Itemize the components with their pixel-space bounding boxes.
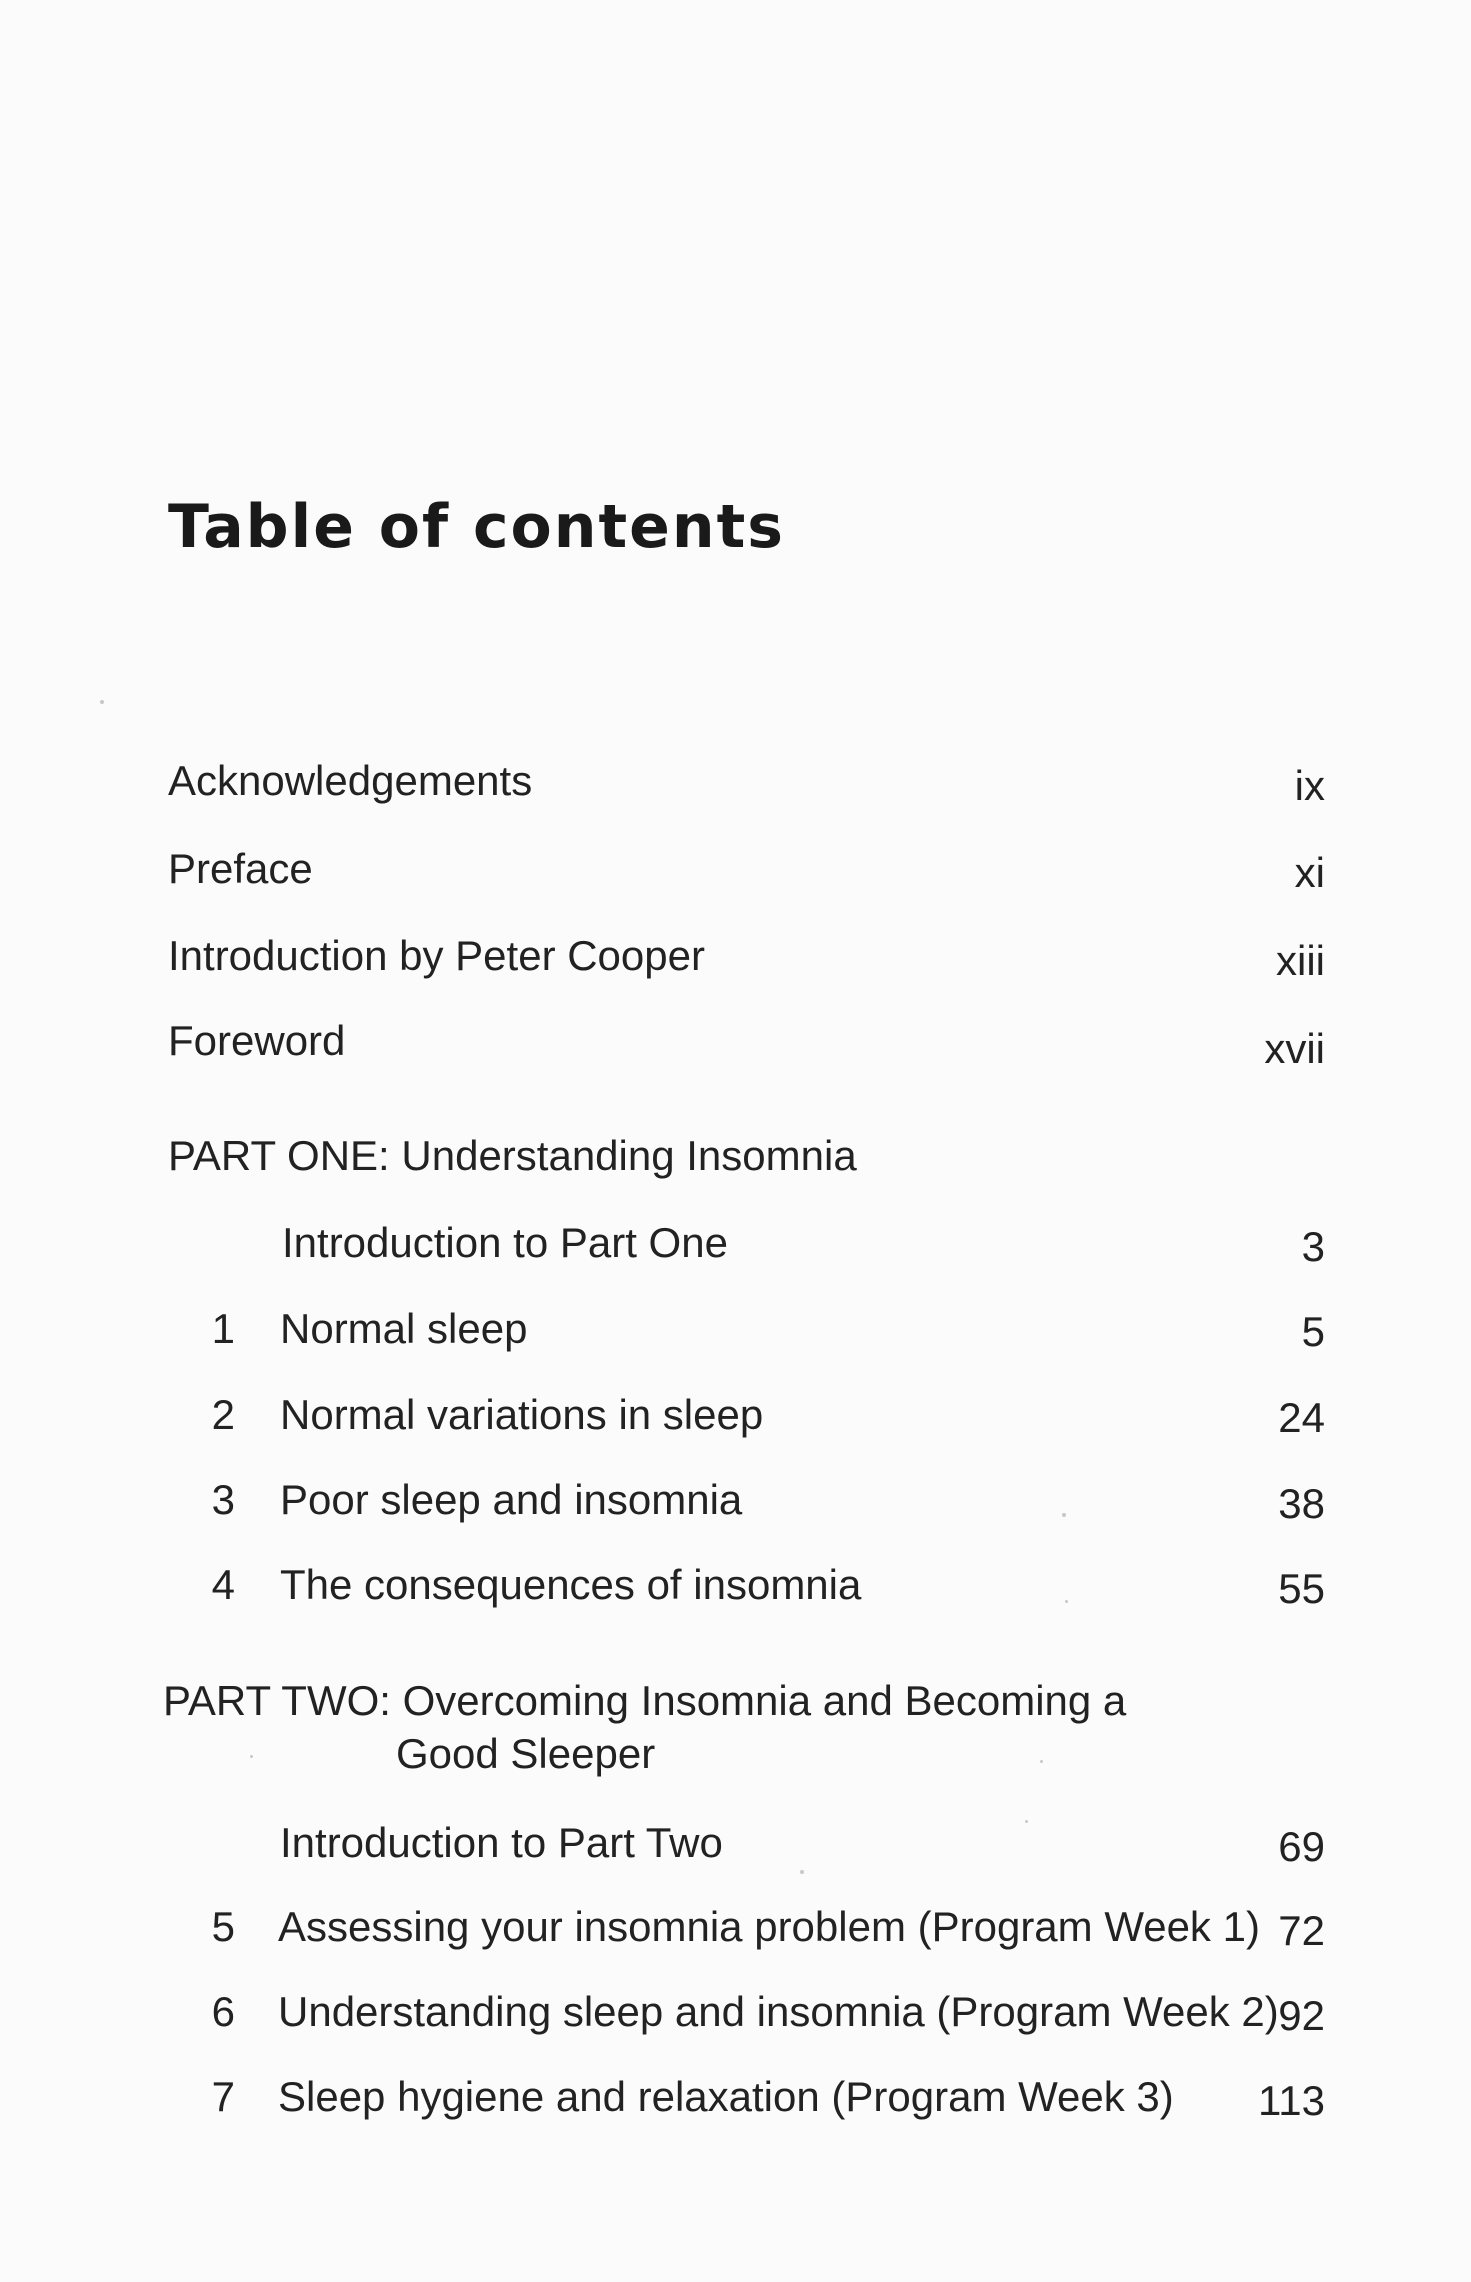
page-title: Table of contents	[168, 492, 785, 562]
toc-entry-page: xvii	[1264, 1025, 1325, 1072]
part-one-intro-page: 3	[1301, 1223, 1325, 1270]
chapter-page: 92	[1278, 1992, 1325, 2039]
chapter-number: 1	[211, 1305, 235, 1352]
scan-speck	[1025, 1820, 1028, 1823]
part-two-heading-continued: Good Sleeper	[396, 1730, 656, 1777]
chapter-page: 113	[1258, 2077, 1325, 2124]
toc-entry-page: ix	[1294, 762, 1325, 809]
toc-entry-label: Acknowledgements	[168, 757, 533, 804]
scan-speck	[100, 700, 104, 704]
scan-speck	[250, 1755, 253, 1758]
scan-speck	[800, 1870, 804, 1874]
chapter-title: The consequences of insomnia	[280, 1561, 862, 1608]
toc-entry-page: xi	[1294, 849, 1325, 896]
scan-speck	[1065, 1600, 1068, 1603]
chapter-title: Normal sleep	[280, 1305, 528, 1352]
toc-entry-label: Foreword	[168, 1017, 346, 1064]
chapter-title: Poor sleep and insomnia	[280, 1476, 743, 1523]
chapter-number: 3	[211, 1476, 235, 1523]
part-two-intro-label: Introduction to Part Two	[280, 1819, 723, 1866]
scan-speck	[1062, 1513, 1066, 1517]
chapter-title: Sleep hygiene and relaxation (Program Week 3)	[278, 2073, 1174, 2120]
toc-entry-label: Introduction by Peter Cooper	[168, 932, 705, 979]
part-two-intro-page: 69	[1278, 1823, 1325, 1870]
chapter-page: 55	[1278, 1565, 1325, 1612]
part-one-heading: PART ONE: Understanding Insomnia	[168, 1132, 857, 1179]
chapter-title: Understanding sleep and insomnia (Program Week 2)	[278, 1988, 1279, 2035]
chapter-page: 24	[1278, 1394, 1325, 1441]
chapter-page: 38	[1278, 1480, 1325, 1527]
chapter-number: 7	[211, 2073, 235, 2120]
scan-speck	[1040, 1760, 1043, 1763]
part-one-intro-label: Introduction to Part One	[282, 1219, 728, 1266]
chapter-number: 5	[211, 1903, 235, 1950]
chapter-page: 72	[1278, 1907, 1325, 1954]
chapter-number: 2	[211, 1391, 235, 1438]
chapter-page: 5	[1301, 1308, 1325, 1355]
chapter-title: Assessing your insomnia problem (Program Week 1)	[278, 1903, 1260, 1950]
chapter-title: Normal variations in sleep	[280, 1391, 764, 1438]
part-two-heading: PART TWO: Overcoming Insomnia and Becoming a	[163, 1677, 1127, 1724]
chapter-number: 6	[211, 1988, 235, 2035]
toc-entry-page: xiii	[1276, 937, 1325, 984]
toc-entry-label: Preface	[168, 845, 313, 892]
chapter-number: 4	[211, 1561, 235, 1608]
